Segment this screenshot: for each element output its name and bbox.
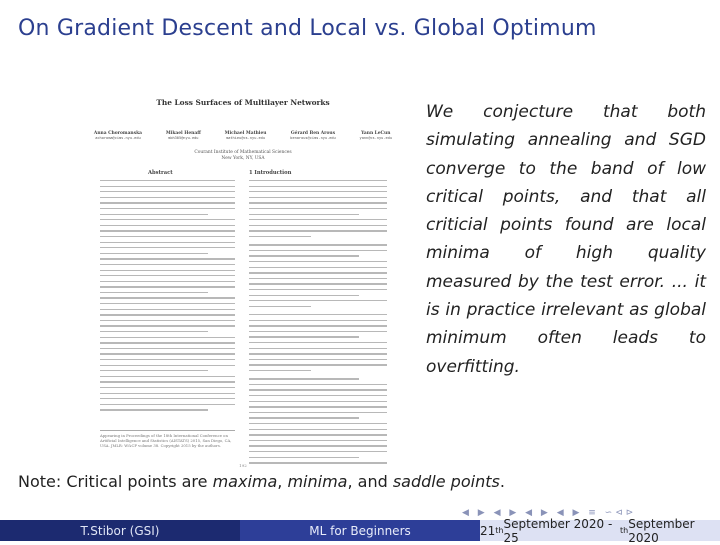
- paper-text-line: [249, 214, 359, 215]
- slide-title: On Gradient Descent and Local vs. Global Optimum: [18, 16, 597, 41]
- paper-text-line: [100, 258, 235, 259]
- paper-text-line: [249, 336, 359, 337]
- paper-text-line: [249, 331, 387, 332]
- footer-date: [480, 516, 720, 545]
- paper-author-name: Anna Choromanska: [93, 131, 142, 136]
- paper-title: The Loss Surfaces of Multilayer Networks: [156, 98, 330, 107]
- paper-author-email: mathieu@cs.nyu.edu: [226, 136, 266, 140]
- footer-author: T.Stibor (GSI): [0, 520, 240, 541]
- paper-text-line: [249, 180, 387, 181]
- paper-thumbnail: [82, 95, 404, 473]
- paper-text-line: [249, 197, 387, 198]
- paper-text-line: [100, 359, 235, 360]
- conjecture-quote: We conjecture that both simulating annealing and SGD converge to the band of low critical points, and that all criticial points found are local minima of high quality measured by the test error. ... it is in practice irrelevant as global minimum often leads to overfitting.: [426, 102, 706, 377]
- paper-text-line: [249, 202, 387, 203]
- paper-text-line: [100, 365, 235, 366]
- note-term-minima: minima: [287, 472, 348, 491]
- paper-text-line: [249, 244, 387, 245]
- paper-text-line: [100, 309, 235, 310]
- beamer-navigation-symbols[interactable]: ◀ ▶ ◀ ▶ ◀ ▶ ◀ ▶ ≡ ∽⊲⊳: [462, 508, 637, 518]
- paper-author-name: Mikael Henaff: [165, 131, 201, 136]
- paper-text-line: [100, 409, 208, 410]
- paper-text-line: [249, 250, 387, 251]
- paper-abstract-text: [100, 180, 235, 415]
- paper-text-line: [249, 325, 387, 326]
- paper-text-line: [249, 255, 359, 256]
- paper-text-line: [249, 278, 387, 279]
- paper-text-line: [100, 208, 235, 209]
- slide-footer: [0, 516, 720, 545]
- paper-text-line: [100, 303, 235, 304]
- slide-note: [18, 472, 505, 491]
- paper-text-line: [100, 348, 235, 349]
- paper-author: [290, 131, 335, 140]
- paper-text-line: [249, 219, 387, 220]
- paper-text-line: [100, 398, 235, 399]
- paper-text-line: [249, 289, 387, 290]
- paper-institution: [82, 150, 404, 162]
- paper-author-name: Michael Mathieu: [224, 131, 267, 136]
- paper-text-line: [100, 270, 235, 271]
- paper-institution-location: New York, NY, USA: [221, 156, 265, 161]
- footer-date-part: September 2020 - 25: [503, 516, 613, 545]
- paper-author-email: yann@cs.nyu.edu: [359, 136, 393, 140]
- paper-abstract-heading: Abstract: [148, 170, 173, 176]
- paper-text-line: [100, 342, 235, 343]
- paper-text-line: [100, 337, 235, 338]
- paper-author-email: achoroma@cims.nyu.edu: [95, 136, 141, 140]
- paper-text-line: [249, 283, 387, 284]
- paper-text-line: [249, 306, 311, 307]
- paper-text-line: [249, 348, 387, 349]
- paper-text-line: [249, 370, 311, 371]
- paper-institution-name: Courant Institute of Mathematical Sciences: [194, 150, 292, 155]
- paper-text-line: [100, 214, 208, 215]
- paper-text-line: [100, 320, 235, 321]
- paper-text-line: [249, 353, 387, 354]
- note-separator: ,: [277, 472, 288, 491]
- paper-text-line: [249, 434, 387, 435]
- paper-text-line: [249, 295, 359, 296]
- footer-title: ML for Beginners: [240, 520, 480, 541]
- paper-text-line: [249, 342, 387, 343]
- paper-text-line: [249, 314, 387, 315]
- paper-text-line: [249, 378, 359, 379]
- paper-text-line: [100, 197, 235, 198]
- paper-text-line: [249, 364, 387, 365]
- paper-text-line: [100, 404, 235, 405]
- paper-text-line: [100, 314, 235, 315]
- footer-date-part: 21: [480, 523, 496, 538]
- paper-text-line: [249, 359, 387, 360]
- paper-author-email: benarous@cims.nyu.edu: [290, 136, 336, 140]
- paper-author: [225, 131, 267, 140]
- paper-text-line: [100, 381, 235, 382]
- paper-text-line: [100, 286, 235, 287]
- paper-author: [94, 131, 142, 140]
- paper-author-name: Yann LeCun: [361, 131, 391, 136]
- paper-page-number: 192: [239, 463, 247, 468]
- paper-text-line: [100, 247, 235, 248]
- paper-text-line: [100, 275, 235, 276]
- paper-text-line: [249, 389, 387, 390]
- footer-date-sup: th: [620, 526, 629, 535]
- paper-text-line: [249, 300, 387, 301]
- paper-author-email: mbh305@nyu.edu: [168, 136, 199, 140]
- paper-text-line: [249, 230, 387, 231]
- paper-text-line: [249, 236, 311, 237]
- paper-text-line: [100, 230, 235, 231]
- paper-text-line: [249, 267, 387, 268]
- paper-text-line: [249, 225, 387, 226]
- paper-text-line: [249, 191, 387, 192]
- paper-text-line: [249, 261, 387, 262]
- paper-text-line: [249, 423, 387, 424]
- paper-text-line: [249, 412, 387, 413]
- paper-text-line: [249, 208, 387, 209]
- paper-footnote: Appearing in Proceedings of the 18th International Conference on Artificial Intelligence and Statistics (AISTATS) 2015, San Diego, CA, USA. JMLR: W&CP volume 38. Copyright 2015 by the authors.: [100, 430, 235, 448]
- paper-text-line: [249, 445, 387, 446]
- paper-text-line: [249, 417, 359, 418]
- paper-text-line: [100, 387, 235, 388]
- footer-date-sup: th: [495, 526, 504, 535]
- paper-authors: [82, 131, 404, 140]
- paper-text-line: [100, 353, 235, 354]
- paper-text-line: [100, 325, 235, 326]
- paper-text-line: [100, 180, 235, 181]
- paper-text-line: [249, 186, 387, 187]
- paper-text-line: [249, 429, 387, 430]
- paper-text-line: [249, 401, 387, 402]
- paper-text-line: [100, 297, 235, 298]
- paper-author: [360, 131, 392, 140]
- paper-text-line: [249, 406, 387, 407]
- paper-text-line: [249, 395, 387, 396]
- paper-author-name: Gérard Ben Arous: [290, 131, 336, 136]
- paper-text-line: [100, 370, 208, 371]
- paper-text-line: [100, 331, 208, 332]
- paper-text-line: [249, 272, 387, 273]
- note-term-saddle-points: saddle points: [392, 472, 500, 491]
- footer-date-part: September 2020: [628, 516, 695, 545]
- paper-text-line: [249, 451, 387, 452]
- paper-text-line: [100, 292, 208, 293]
- paper-text-line: [249, 320, 387, 321]
- paper-intro-heading: 1 Introduction: [249, 170, 292, 176]
- paper-text-line: [100, 242, 235, 243]
- paper-text-line: [100, 191, 235, 192]
- note-suffix: .: [499, 472, 505, 491]
- note-prefix: Note: Critical points are: [18, 472, 213, 491]
- paper-text-line: [100, 393, 235, 394]
- paper-text-line: [100, 281, 235, 282]
- paper-text-line: [100, 253, 208, 254]
- paper-intro-text: [249, 180, 387, 468]
- paper-text-line: [100, 376, 235, 377]
- paper-text-line: [249, 440, 387, 441]
- paper-text-line: [100, 236, 235, 237]
- paper-author: [166, 131, 201, 140]
- paper-text-line: [100, 186, 235, 187]
- paper-text-line: [100, 225, 235, 226]
- paper-text-line: [100, 219, 235, 220]
- note-separator: , and: [347, 472, 393, 491]
- note-term-maxima: maxima: [212, 472, 278, 491]
- paper-text-line: [100, 264, 235, 265]
- paper-text-line: [249, 457, 359, 458]
- paper-text-line: [100, 202, 235, 203]
- paper-text-line: [249, 384, 387, 385]
